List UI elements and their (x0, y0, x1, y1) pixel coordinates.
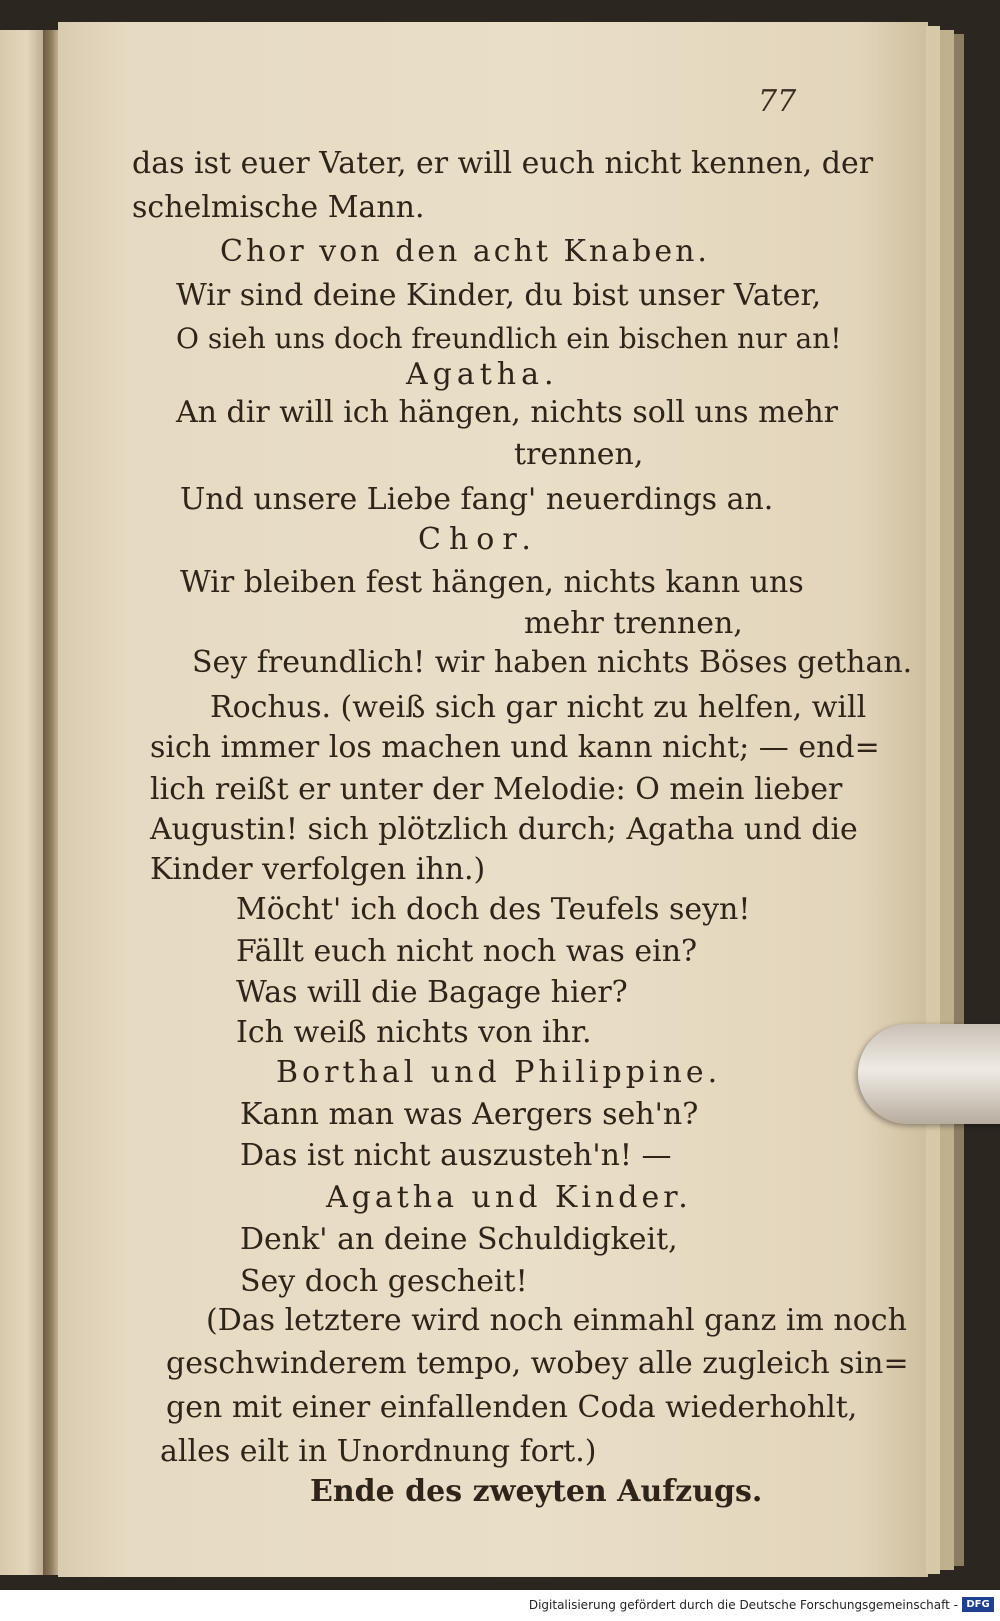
text-line: Denk' an deine Schuldigkeit, (240, 1222, 678, 1257)
stage-direction-line: Kinder verfolgen ihn.) (150, 852, 486, 887)
stage-direction-line: Rochus. (weiß sich gar nicht zu helfen, will (210, 690, 867, 725)
page-edge (940, 30, 954, 1570)
speaker-heading: Chor. (418, 522, 539, 557)
text-line: das ist euer Vater, er will euch nicht kennen, der (132, 146, 874, 181)
left-page-edge (0, 30, 45, 1575)
stage-direction-line: (Das letztere wird noch einmahl ganz im noch (206, 1303, 907, 1338)
text-line: Wir sind deine Kinder, du bist unser Vater, (176, 278, 822, 313)
text-line: Sey doch gescheit! (240, 1264, 528, 1299)
stage-direction-line: lich reißt er unter der Melodie: O mein lieber (150, 772, 843, 807)
stage-direction-line: alles eilt in Unordnung fort.) (160, 1434, 597, 1469)
stage-direction-line: geschwinderem tempo, wobey alle zugleich sin= (166, 1346, 909, 1381)
stage-direction-line: gen mit einer einfallenden Coda wiederhohlt, (166, 1390, 858, 1425)
text-line: An dir will ich hängen, nichts soll uns mehr (176, 395, 838, 430)
speaker-heading: Borthal und Philippine. (276, 1055, 722, 1090)
text-line: Kann man was Aergers seh'n? (240, 1097, 699, 1132)
speaker-heading: Agatha und Kinder. (326, 1180, 692, 1215)
book-gutter (43, 30, 59, 1575)
page-number: 77 (758, 84, 797, 119)
text-line: Wir bleiben fest hängen, nichts kann uns (180, 565, 804, 600)
footer-bar (0, 1590, 1000, 1621)
dfg-logo: DFG (962, 1597, 994, 1612)
text-line: trennen, (514, 437, 644, 472)
text-line: Das ist nicht auszusteh'n! — (240, 1138, 672, 1173)
stage-direction-line: Augustin! sich plötzlich durch; Agatha und die (150, 812, 858, 847)
text-line: Und unsere Liebe fang' neuerdings an. (180, 482, 774, 517)
text-line: Fällt euch nicht noch was ein? (236, 934, 698, 969)
text-line: Sey freundlich! wir haben nichts Böses gethan. (192, 645, 913, 680)
text-line: Was will die Bagage hier? (236, 975, 628, 1010)
speaker-heading: Chor von den acht Knaben. (220, 234, 710, 269)
page-edge (954, 34, 964, 1566)
act-end-line: Ende des zweyten Aufzugs. (310, 1474, 763, 1509)
text-line: Möcht' ich doch des Teufels seyn! (236, 892, 751, 927)
thumb-holding-page (858, 1024, 1000, 1124)
text-line: O sieh uns doch freundlich ein bischen nur an! (176, 322, 842, 355)
funding-credit: Digitalisierung gefördert durch die Deutsche Forschungsgemeinschaft - (528, 1598, 958, 1612)
text-line: mehr trennen, (524, 606, 743, 641)
text-line: schelmische Mann. (132, 190, 425, 225)
speaker-heading: Agatha. (406, 357, 559, 392)
stage-direction-line: sich immer los machen und kann nicht; — end= (150, 730, 880, 765)
text-line: Ich weiß nichts von ihr. (236, 1015, 592, 1050)
page-edge (926, 26, 940, 1574)
